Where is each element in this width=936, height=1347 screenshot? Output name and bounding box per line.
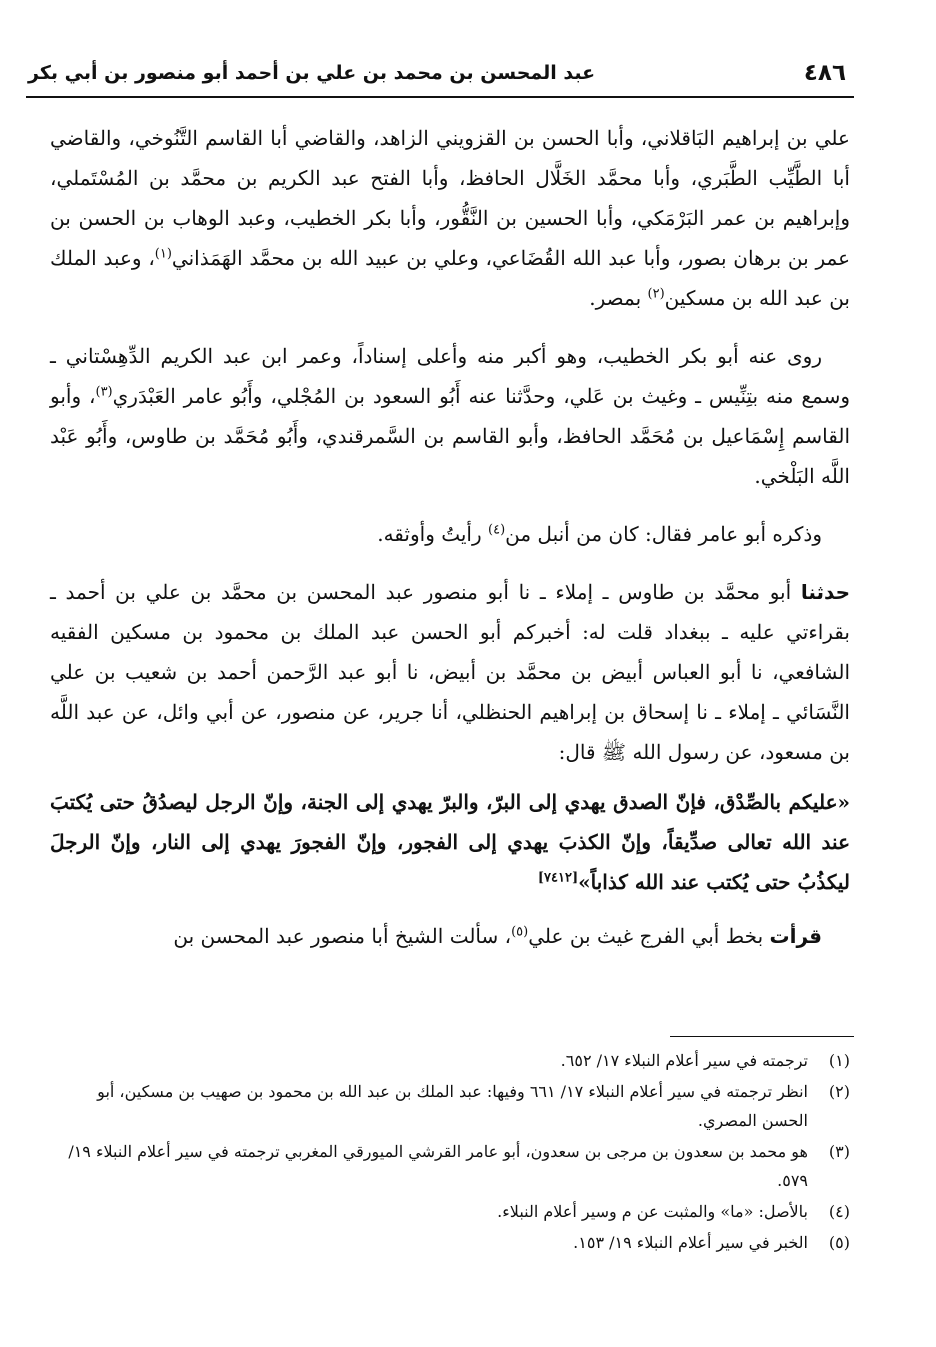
- footnote-text: ترجمته في سير أعلام النبلاء ١٧/ ٦٥٢.: [560, 1051, 808, 1070]
- paragraph-teachers: [50, 118, 850, 318]
- footnote-ref-3[interactable]: (٣): [95, 384, 113, 400]
- paragraph-praise: [50, 514, 850, 554]
- paragraph-text: وذكره أبو عامر فقال: كان من أنبل من: [505, 522, 822, 546]
- running-title: عبد المحسن بن محمد بن علي بن أحمد أبو منصور بن أبي بكر: [28, 62, 596, 84]
- footnote-ref-1[interactable]: (١): [154, 246, 172, 262]
- footnote-number: (٤): [828, 1202, 850, 1221]
- footnote-number: (٣): [828, 1142, 850, 1161]
- paragraph-reading: [50, 916, 850, 956]
- paragraph-hadith: [50, 782, 850, 902]
- footnote-text: هو محمد بن سعدون بن مرجى بن سعدون، أبو عامر القرشي الميورقي المغربي ترجمته في سير أعلام النبلاء ١٩/ ٥٧٩.: [68, 1142, 808, 1190]
- footnotes: [50, 1046, 850, 1259]
- paragraph-text: بمصر.: [589, 286, 648, 310]
- paragraph-text: علي بن إبراهيم البَاقلاني، وأبا الحسن بن القزويني الزاهد، والقاضي أبا القاسم التَّنُوخي، والقاضي أبا الطَّيِّب الطَّبَري، وأبا محمَّد الخَلَّال الحافظ، وأبا الفتح عبد الكريم بن محمَّد بن المُسْتَملي، وإبراهيم بن عمر البَرْمَكي، وأبا الحسين بن النَّقُّور، وأبا بكر الخطيب، وعبد الوهاب بن الحسن بن عمر بن برهان بصور، وأبا عبد الله القُضَاعي، وعلي بن عبيد الله بن محمَّد الهَمَذاني: [50, 126, 851, 270]
- paragraph-text: أبو محمَّد بن طاوس ـ إملاء ـ نا أبو منصور عبد المحسن بن محمَّد بن علي بن أحمد ـ بقراءتي عليه ـ ببغداد قلت له: أخبركم أبو الحسن عبد الملك بن محمود بن مسكين الفقيه الشافعي، نا أبو العباس أبيض بن محمَّد بن أبيض، نا أبو عبد الرَّحمن أحمد بن شعيب بن علي النَّسَائي ـ إملاء ـ نا إسحاق بن إبراهيم الحنظلي، أنا جرير، عن منصور، عن أبي وائل، عن عبد اللَّه بن مسعود، عن رسول الله ﷺ قال:: [50, 580, 850, 764]
- footnote-rule: [670, 1036, 854, 1037]
- footnote-ref-2[interactable]: (٢): [647, 286, 665, 302]
- footnote-text: الخبر في سير أعلام النبلاء ١٩/ ١٥٣.: [573, 1233, 808, 1252]
- paragraph-text: ، وأبو القاسم إِسْمَاعيل بن مُحَمَّد الحافظ، وأبو القاسم بن السَّمرقندي، وأَبُو مُحَمَّد بن طاوس، وأَبُو عَبْد اللَّه البَلْخي.: [50, 384, 850, 488]
- paragraph-text: بخط أبي الفرج غيث بن علي: [528, 924, 770, 948]
- lead-word: حدثنا: [800, 580, 850, 604]
- footnote-ref-4[interactable]: (٤): [488, 522, 506, 538]
- paragraph-text: ، وعبد الملك بن عبد الله بن مسكين: [50, 246, 850, 310]
- lead-word: قرأت: [769, 924, 822, 948]
- page-header: [26, 56, 854, 96]
- paragraph-isnad: [50, 572, 850, 772]
- footnote: [50, 1197, 850, 1226]
- header-rule: [26, 96, 854, 98]
- paragraph-text: ، سألت الشيخ أبا منصور عبد المحسن بن: [173, 924, 512, 948]
- footnote: [50, 1137, 850, 1195]
- page-number: ٤٨٦: [803, 60, 846, 86]
- footnote-number: (٥): [828, 1233, 850, 1252]
- footnote-number: (٢): [828, 1082, 850, 1101]
- paragraph-text: رأيتُ وأوثقه.: [377, 522, 488, 546]
- footnote-text: بالأصل: «ما» والمثبت عن م وسير أعلام النبلاء.: [497, 1202, 808, 1221]
- paragraph-students: [50, 336, 850, 496]
- main-text: [50, 118, 850, 974]
- footnote: [50, 1077, 850, 1135]
- footnote: [50, 1046, 850, 1075]
- hadith-number: [٧٤١٢]: [537, 870, 579, 886]
- paragraph-text: روى عنه أبو بكر الخطيب، وهو أكبر منه وأعلى إسناداً، وعمر ابن عبد الكريم الدِّهِسْتاني ـ وسمع منه بتِنِّيس ـ وغيث بن عَلي، وحدَّثنا عنه أَبُو السعود بن المُجْلي، وأَبُو عامر العَبْدَري: [50, 344, 850, 408]
- footnote: [50, 1228, 850, 1257]
- footnote-text: انظر ترجمته في سير أعلام النبلاء ١٧/ ٦٦١ وفيها: عبد الملك بن عبد الله بن محمود بن صهيب بن مسكين، أبو الحسن المصري.: [97, 1082, 808, 1130]
- hadith-text: «عليكم بالصِّدْق، فإنّ الصدق يهدي إلى البرّ، والبرّ يهدي إلى الجنة، وإنّ الرجل ليصدُقُ حتى يُكتبَ عند الله تعالى صدِّيقاً، وإنّ الكذبَ يهدي إلى الفجور، وإنّ الفجورَ يهدي إلى النار، وإنّ الرجلَ ليكذُبُ حتى يُكتب عند الله كذاباً»: [50, 790, 850, 894]
- footnote-ref-5[interactable]: (٥): [511, 924, 529, 940]
- footnote-number: (١): [828, 1051, 850, 1070]
